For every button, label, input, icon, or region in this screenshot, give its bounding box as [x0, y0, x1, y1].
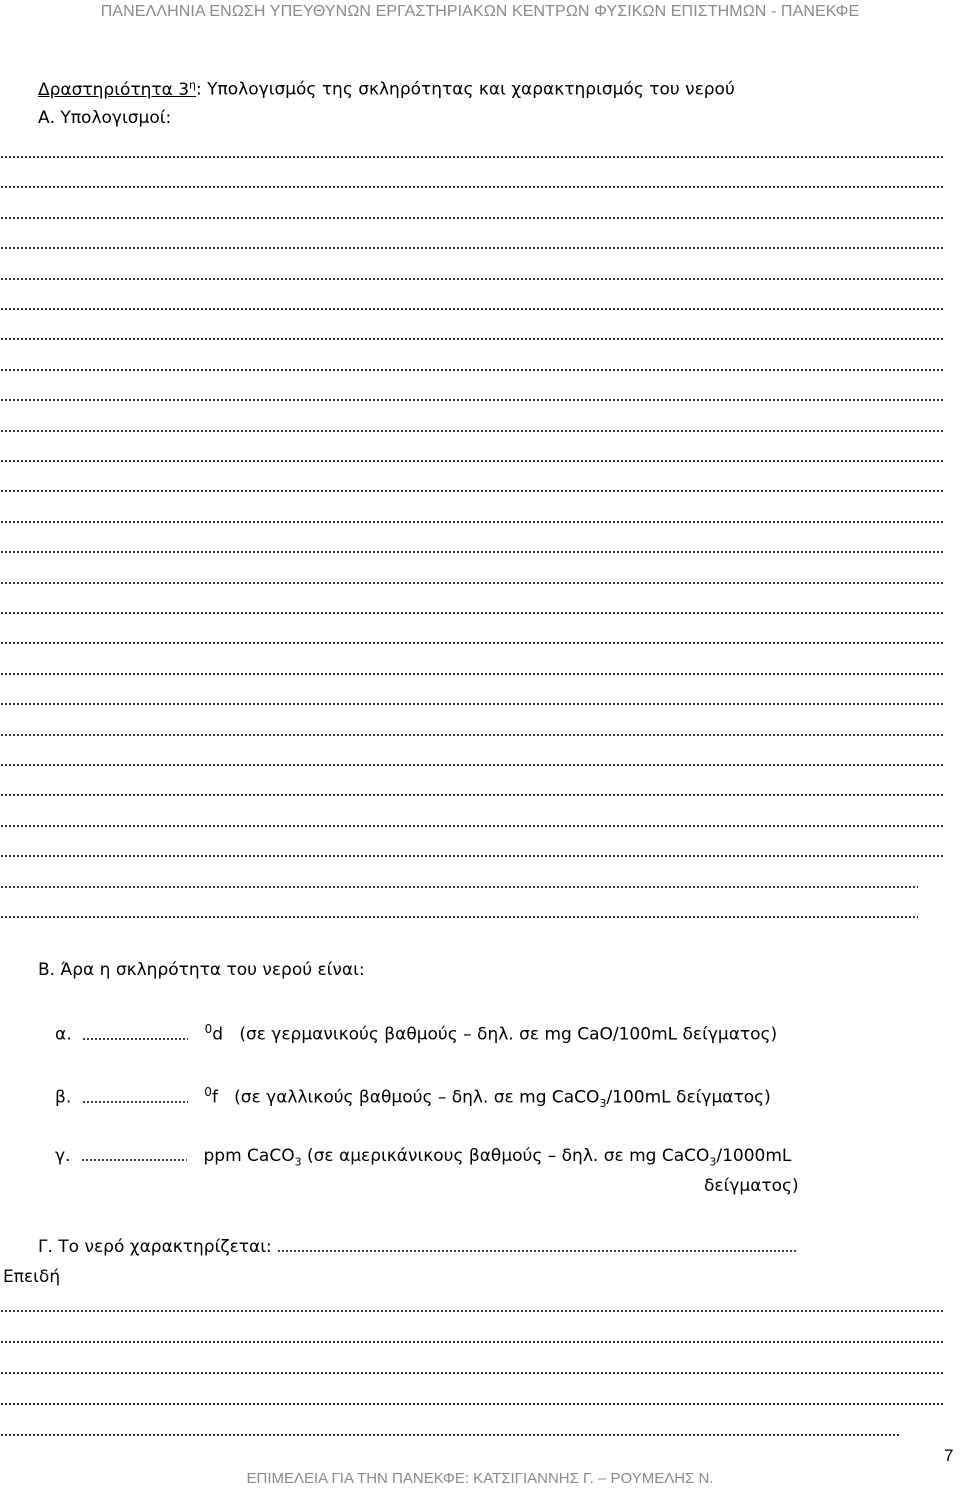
page-number: 7 [944, 1446, 954, 1465]
answer-line[interactable] [0, 697, 945, 707]
answer-line[interactable] [0, 576, 945, 586]
item-b: β. $^0$f (σε γαλλικούς βαθμούς – δηλ. σε mg CaCO$_3$/100mL δείγματος) [55, 1085, 771, 1111]
activity-title-text: : Υπολογισμός της σκληρότητας και χαρακτηρισμός του νερού [196, 79, 735, 100]
answer-line[interactable] [0, 849, 945, 859]
page-footer: ΕΠΙΜΕΛΕΙΑ ΓΙΑ ΤΗΝ ΠΑΝΕΚΦΕ: ΚΑΤΣΙΓΙΑΝΝΗΣ Γ. – ΡΟΥΜΕΛΗΣ Ν. [246, 1470, 714, 1487]
answer-line[interactable] [0, 545, 945, 555]
section-b-title: Β. Άρα η σκληρότητα του νερού είναι: [38, 960, 365, 980]
answer-line[interactable] [0, 484, 945, 494]
answer-line[interactable] [0, 424, 945, 434]
answer-line[interactable] [0, 332, 945, 342]
because-label: Επειδή [3, 1267, 61, 1287]
answer-line[interactable] [0, 758, 945, 768]
answer-line[interactable] [0, 1428, 900, 1438]
item-c: γ. ppm CaCO$_3$ (σε αμερικάνικους βαθμούς – δηλ. σε mg CaCO$_3$/1000mL [55, 1146, 792, 1169]
answer-line[interactable] [0, 272, 945, 282]
answer-line[interactable] [0, 1304, 945, 1314]
answer-line[interactable] [0, 788, 945, 798]
answer-line[interactable] [0, 363, 945, 373]
section-c-title: Γ. Το νερό χαρακτηρίζεται: [38, 1237, 797, 1257]
section-a-title: Α. Υπολογισμοί: [38, 108, 172, 128]
answer-line[interactable] [0, 819, 945, 829]
answer-line[interactable] [0, 150, 945, 160]
blank-characterization[interactable] [277, 1250, 797, 1252]
answer-line[interactable] [0, 1366, 945, 1376]
answer-line[interactable] [0, 393, 945, 403]
answer-line[interactable] [0, 880, 918, 890]
answer-line[interactable] [0, 728, 945, 738]
answer-line[interactable] [0, 910, 918, 920]
blank-a[interactable] [82, 1038, 188, 1040]
answer-line[interactable] [0, 241, 945, 251]
answer-line[interactable] [0, 515, 945, 525]
blank-c[interactable] [81, 1159, 187, 1161]
page-header: ΠΑΝΕΛΛΗΝΙΑ ΕΝΩΣΗ ΥΠΕΥΘΥΝΩΝ ΕΡΓΑΣΤΗΡΙΑΚΩΝ ΚΕΝΤΡΩΝ ΦΥΣΙΚΩΝ ΕΠΙΣΤΗΜΩΝ - ΠΑΝΕΚΦΕ [100, 3, 860, 20]
answer-line[interactable] [0, 454, 945, 464]
blank-b[interactable] [82, 1101, 188, 1103]
answer-line[interactable] [0, 1397, 945, 1407]
item-a: α. $^0$d (σε γερμανικούς βαθμούς – δηλ. σε mg CaO/100mL δείγματος) [55, 1022, 778, 1045]
answer-line[interactable] [0, 636, 945, 646]
item-c-cont: δείγματος) [704, 1176, 799, 1196]
answer-line[interactable] [0, 302, 945, 312]
answer-line[interactable] [0, 1335, 945, 1345]
activity-title [38, 78, 735, 100]
answer-line[interactable] [0, 211, 945, 221]
activity-label: Δραστηριότητα $3^\eta$ [38, 78, 197, 100]
answer-line[interactable] [0, 180, 945, 190]
answer-line[interactable] [0, 606, 945, 616]
answer-line[interactable] [0, 667, 945, 677]
